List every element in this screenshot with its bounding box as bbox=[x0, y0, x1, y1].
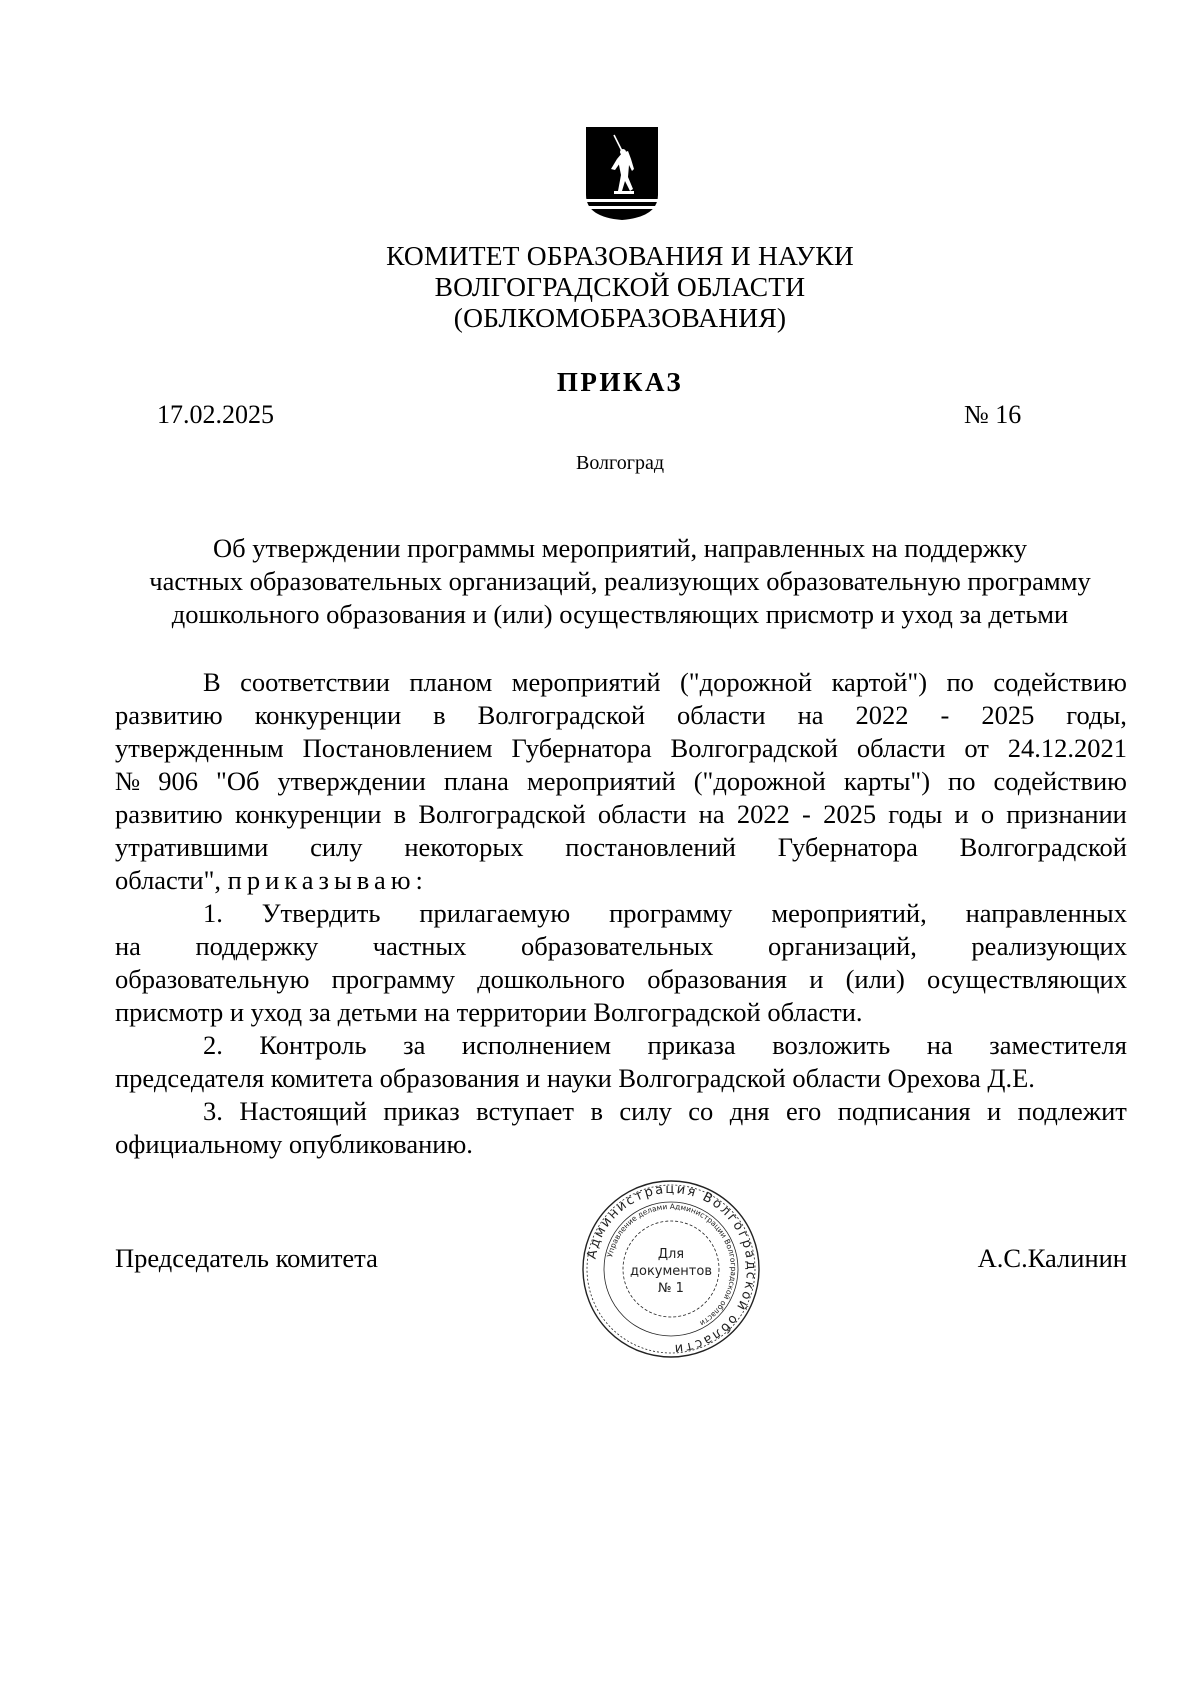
word: в bbox=[433, 700, 446, 730]
word: дошкольного bbox=[477, 964, 625, 994]
word: частных bbox=[372, 931, 467, 961]
word: за bbox=[403, 1030, 426, 1060]
order-item-2-end: председателя комитета образования и науки Волгоградской области Орехова Д.Е. bbox=[115, 1063, 1035, 1093]
word: силу bbox=[310, 832, 363, 862]
word: 24.12.2021 bbox=[1007, 733, 1127, 763]
word: и bbox=[809, 964, 824, 994]
word: 2022 bbox=[855, 700, 909, 730]
word: 2022 bbox=[736, 799, 790, 829]
word: утратившими bbox=[115, 832, 269, 862]
subject-line: частных образовательных организаций, реализующих образовательную программу bbox=[149, 566, 1091, 596]
text-line bbox=[115, 666, 1127, 699]
word: в bbox=[590, 1096, 603, 1126]
document-city: Волгоград bbox=[575, 452, 665, 474]
word: мероприятий bbox=[511, 667, 661, 697]
word: Волгоградской bbox=[477, 700, 646, 730]
stamp-center-line-1: Для bbox=[657, 1247, 685, 1262]
word: дня bbox=[729, 1096, 770, 1126]
word: содействию bbox=[993, 667, 1127, 697]
word: 3. bbox=[203, 1096, 223, 1126]
word: подписания bbox=[837, 1096, 971, 1126]
order-item-3-end: официальному опубликованию. bbox=[115, 1129, 473, 1159]
stamp-center-line-3: № 1 bbox=[658, 1281, 684, 1296]
preamble-end: области", bbox=[115, 865, 222, 895]
document-subject bbox=[115, 532, 1125, 631]
word: карты") bbox=[843, 766, 931, 796]
order-item-1 bbox=[115, 897, 1127, 996]
word: развитию bbox=[115, 700, 223, 730]
word: "Об bbox=[216, 766, 260, 796]
word: образовательную bbox=[115, 964, 310, 994]
word: и bbox=[954, 799, 969, 829]
word: конкуренции bbox=[234, 799, 382, 829]
word: приказа bbox=[647, 1030, 736, 1060]
word: программу bbox=[331, 964, 455, 994]
word: постановлений bbox=[565, 832, 736, 862]
stamp-center-line-2: документов bbox=[630, 1264, 712, 1279]
word: образовательных bbox=[520, 931, 714, 961]
word: планом bbox=[409, 667, 493, 697]
word: и bbox=[987, 1096, 1002, 1126]
coat-of-arms-emblem bbox=[584, 125, 660, 221]
word: вступает bbox=[476, 1096, 575, 1126]
stamp-outer-text: Администрация Волгоградской области bbox=[584, 1181, 759, 1357]
word: 1. bbox=[203, 898, 223, 928]
stamp-inner-text: Управление делами Администрации Волгоградской области bbox=[605, 1201, 739, 1329]
word: заместителя bbox=[989, 1030, 1127, 1060]
preamble-last-line bbox=[115, 864, 1127, 897]
word: мероприятий bbox=[526, 766, 676, 796]
document-body bbox=[115, 666, 1127, 1161]
word: - bbox=[940, 700, 950, 730]
word: утвержденным bbox=[115, 733, 284, 763]
word: области bbox=[677, 700, 766, 730]
word: (или) bbox=[845, 964, 905, 994]
word: соответствии bbox=[240, 667, 390, 697]
word: 2. bbox=[203, 1030, 223, 1060]
document-type: ПРИКАЗ bbox=[556, 367, 684, 397]
text-line bbox=[115, 897, 1127, 930]
word: некоторых bbox=[404, 832, 524, 862]
org-line-1: КОМИТЕТ ОБРАЗОВАНИЯ И НАУКИ bbox=[386, 240, 854, 271]
word: конкуренции bbox=[254, 700, 402, 730]
word: Волгоградской bbox=[959, 832, 1127, 862]
word: подлежит bbox=[1017, 1096, 1127, 1126]
word: направленных bbox=[965, 898, 1127, 928]
word: возложить bbox=[772, 1030, 891, 1060]
subject-line: дошкольного образования и (или) осуществляющих присмотр и уход за детьми bbox=[171, 599, 1069, 629]
word: Контроль bbox=[259, 1030, 367, 1060]
word: Утвердить bbox=[261, 898, 381, 928]
word: Постановлением bbox=[302, 733, 493, 763]
word: развитию bbox=[115, 799, 223, 829]
text-line bbox=[115, 798, 1127, 831]
order-item-2 bbox=[115, 1029, 1127, 1062]
word: исполнением bbox=[461, 1030, 611, 1060]
word: области bbox=[856, 733, 946, 763]
word: в bbox=[393, 799, 407, 829]
word: поддержку bbox=[195, 931, 319, 961]
word: на bbox=[698, 799, 725, 829]
order-word: приказываю: bbox=[227, 865, 428, 895]
text-line bbox=[115, 765, 1127, 798]
text-line bbox=[115, 732, 1127, 765]
organization-name bbox=[0, 240, 1200, 333]
word: со bbox=[688, 1096, 714, 1126]
word: на bbox=[115, 931, 141, 961]
word: годы, bbox=[1066, 700, 1127, 730]
word: организаций, bbox=[767, 931, 917, 961]
word: ("дорожной bbox=[679, 667, 813, 697]
text-line bbox=[115, 1095, 1127, 1128]
signatory-name: А.С.Калинин bbox=[977, 1243, 1127, 1273]
word: его bbox=[786, 1096, 822, 1126]
word: программу bbox=[609, 898, 733, 928]
word: годы bbox=[888, 799, 943, 829]
word: содействию bbox=[993, 766, 1127, 796]
word: осуществляющих bbox=[927, 964, 1127, 994]
subject-line: Об утверждении программы мероприятий, направленных на поддержку bbox=[213, 533, 1027, 563]
word: Настоящий bbox=[239, 1096, 367, 1126]
word: прилагаемую bbox=[419, 898, 571, 928]
order-item-3 bbox=[115, 1095, 1127, 1128]
word: - bbox=[802, 799, 811, 829]
document-number: № 16 bbox=[964, 400, 1022, 429]
word: утверждении bbox=[277, 766, 426, 796]
word: плана bbox=[443, 766, 509, 796]
word: области bbox=[597, 799, 687, 829]
word: Губернатора bbox=[511, 733, 652, 763]
order-item-1-end: присмотр и уход за детьми на территории Волгоградской области. bbox=[115, 997, 863, 1027]
word: силу bbox=[619, 1096, 672, 1126]
word: В bbox=[203, 667, 221, 697]
word: 2025 bbox=[823, 799, 877, 829]
text-line bbox=[115, 1029, 1127, 1062]
word: 906 bbox=[158, 766, 199, 796]
word: 2025 bbox=[981, 700, 1035, 730]
word: от bbox=[964, 733, 989, 763]
text-line bbox=[115, 831, 1127, 864]
word: реализующих bbox=[971, 931, 1127, 961]
org-line-3: (ОБЛКОМОБРАЗОВАНИЯ) bbox=[453, 302, 787, 333]
word: Губернатора bbox=[777, 832, 918, 862]
signatory-position: Председатель комитета bbox=[115, 1243, 378, 1273]
text-line bbox=[115, 963, 1127, 996]
word: Волгоградской bbox=[670, 733, 838, 763]
word: на bbox=[797, 700, 824, 730]
word: мероприятий, bbox=[771, 898, 927, 928]
text-line bbox=[115, 699, 1127, 732]
word: признании bbox=[1006, 799, 1127, 829]
org-line-2: ВОЛГОГРАДСКОЙ ОБЛАСТИ bbox=[434, 271, 806, 302]
word: картой") bbox=[831, 667, 928, 697]
word: на bbox=[926, 1030, 953, 1060]
word: образования bbox=[647, 964, 787, 994]
text-line bbox=[115, 930, 1127, 963]
word: по bbox=[946, 667, 974, 697]
word: Волгоградской bbox=[418, 799, 586, 829]
word: ("дорожной bbox=[693, 766, 826, 796]
document-date: 17.02.2025 bbox=[157, 400, 274, 429]
word: № bbox=[115, 766, 141, 796]
word: по bbox=[948, 766, 976, 796]
preamble-paragraph bbox=[115, 666, 1127, 864]
word: приказ bbox=[383, 1096, 460, 1126]
official-stamp bbox=[580, 1178, 762, 1360]
word: о bbox=[980, 799, 995, 829]
